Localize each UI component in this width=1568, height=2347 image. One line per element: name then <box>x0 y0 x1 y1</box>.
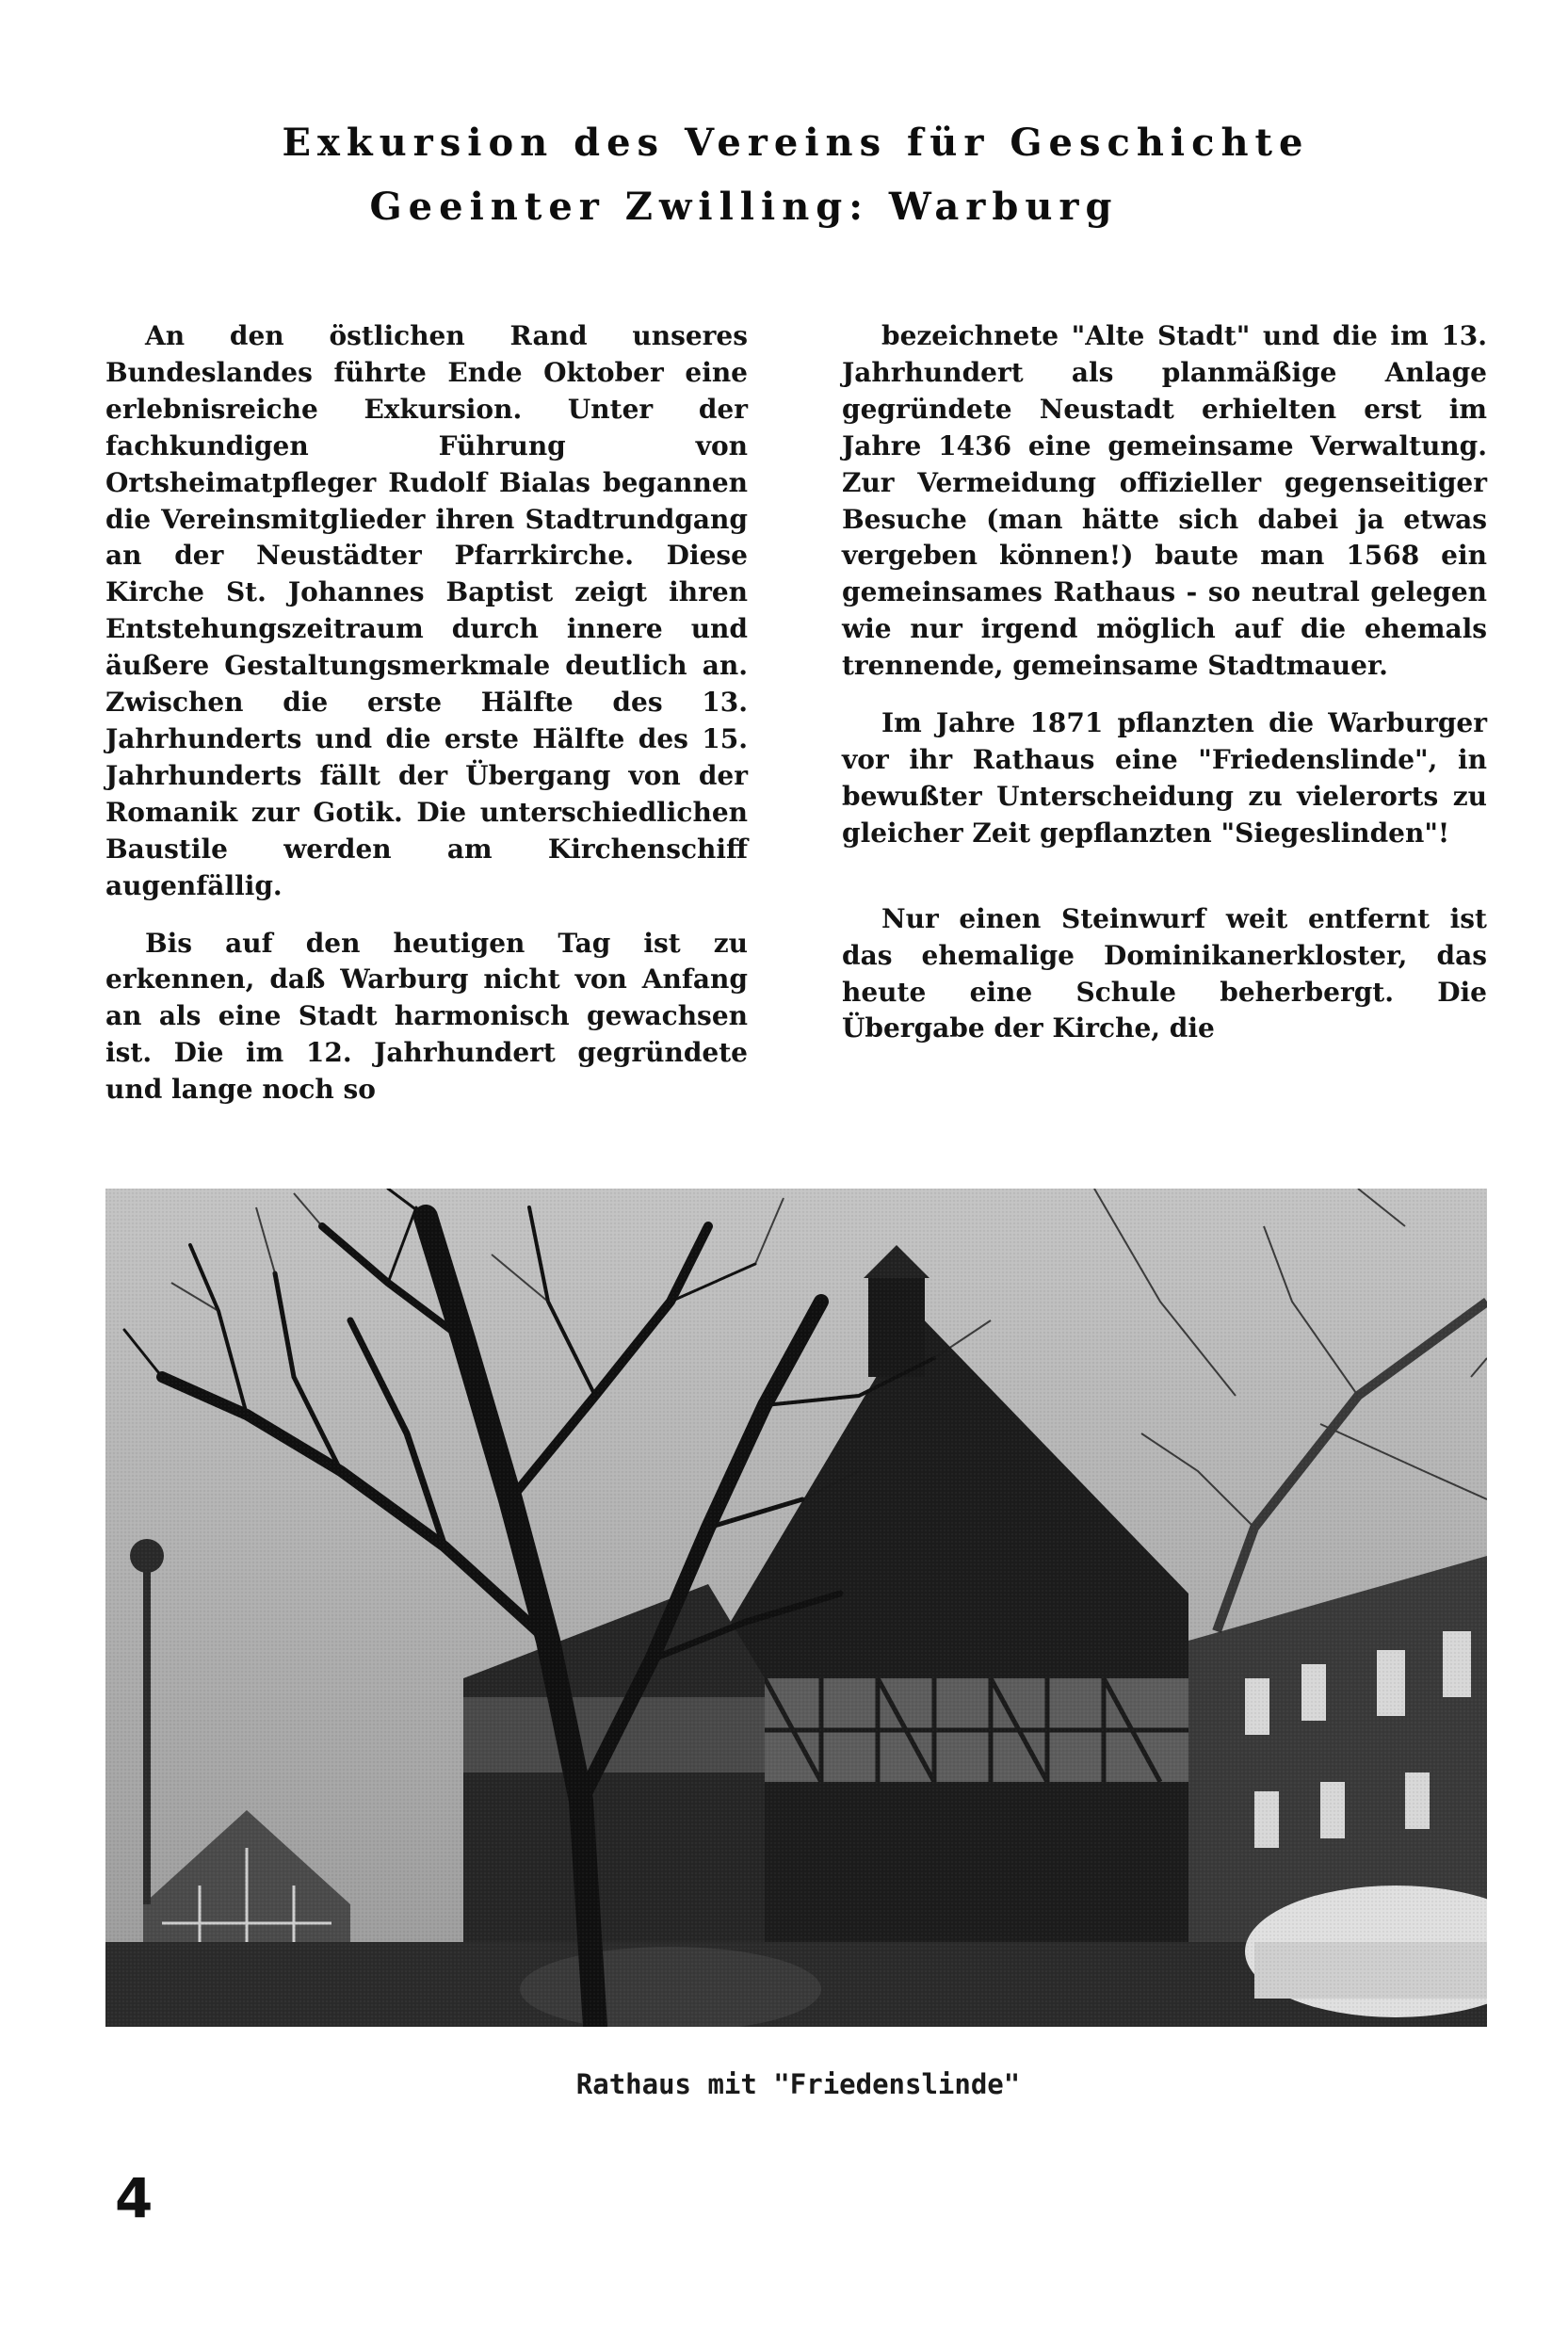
paragraph: bezeichnete "Alte Stadt" und die im 13. Jahrhundert als planmäßige Anlage gegründete Neustadt erhielten erst im Jahre 1436 eine gemeinsame Verwaltung. Zur Vermeidung offizieller gegenseitiger Besuche (man hätte sich dabei ja etwas vergeben können!) baute man 1568 ein gemeinsames Rathaus - so neutral gelegen wie nur irgend möglich auf die ehemals trennende, gemeinsame Stadtmauer. <box>842 320 1487 682</box>
photo-caption: Rathaus mit "Friedenslinde" <box>575 2068 1021 2100</box>
paragraph: Im Jahre 1871 pflanzten die Warburger vor ihr Rathaus eine "Friedenslinde", in bewußter Unterscheidung zu vielerorts zu gleicher Zeit gepflanzten "Siegeslinden"! <box>842 707 1487 849</box>
text-column-left <box>105 318 748 1109</box>
paragraph: An den östlichen Rand unseres Bundeslandes führte Ende Oktober eine erlebnisreiche Exkursion. Unter der fachkundigen Führung von Ortsheimatpfleger Rudolf Bialas begannen die Vereinsmitglieder ihren Stadtrundgang an der Neustädter Pfarrkirche. Diese Kirche St. Johannes Baptist zeigt ihren Entstehungszeitraum durch innere und äußere Gestaltungsmerkmale deutlich an. Zwischen die erste Hälfte des 13. Jahrhunderts und die erste Hälfte des 15. Jahrhunderts fällt der Übergang von der Romanik zur Gotik. Die unterschiedlichen Baustile werden am Kirchenschiff augenfällig. <box>105 320 748 901</box>
article-title-line2: Geeinter Zwilling: Warburg <box>369 185 1119 229</box>
article-title-line1: Exkursion des Vereins für Geschichte <box>282 121 1310 165</box>
town-hall-photo <box>105 1189 1487 2027</box>
text-column-right <box>842 318 1487 1047</box>
town-hall-photo-illustration <box>105 1189 1487 2027</box>
paragraph: Bis auf den heutigen Tag ist zu erkennen, daß Warburg nicht von Anfang an als eine Stadt harmonisch gewachsen ist. Die im 12. Jahrhundert gegründete und lange noch so <box>105 927 748 1106</box>
paragraph: Nur einen Steinwurf weit entfernt ist das ehemalige Dominikanerkloster, das heute eine Schule beherbergt. Die Übergabe der Kirche, die <box>842 902 1487 1044</box>
page-number: 4 <box>115 2166 154 2230</box>
